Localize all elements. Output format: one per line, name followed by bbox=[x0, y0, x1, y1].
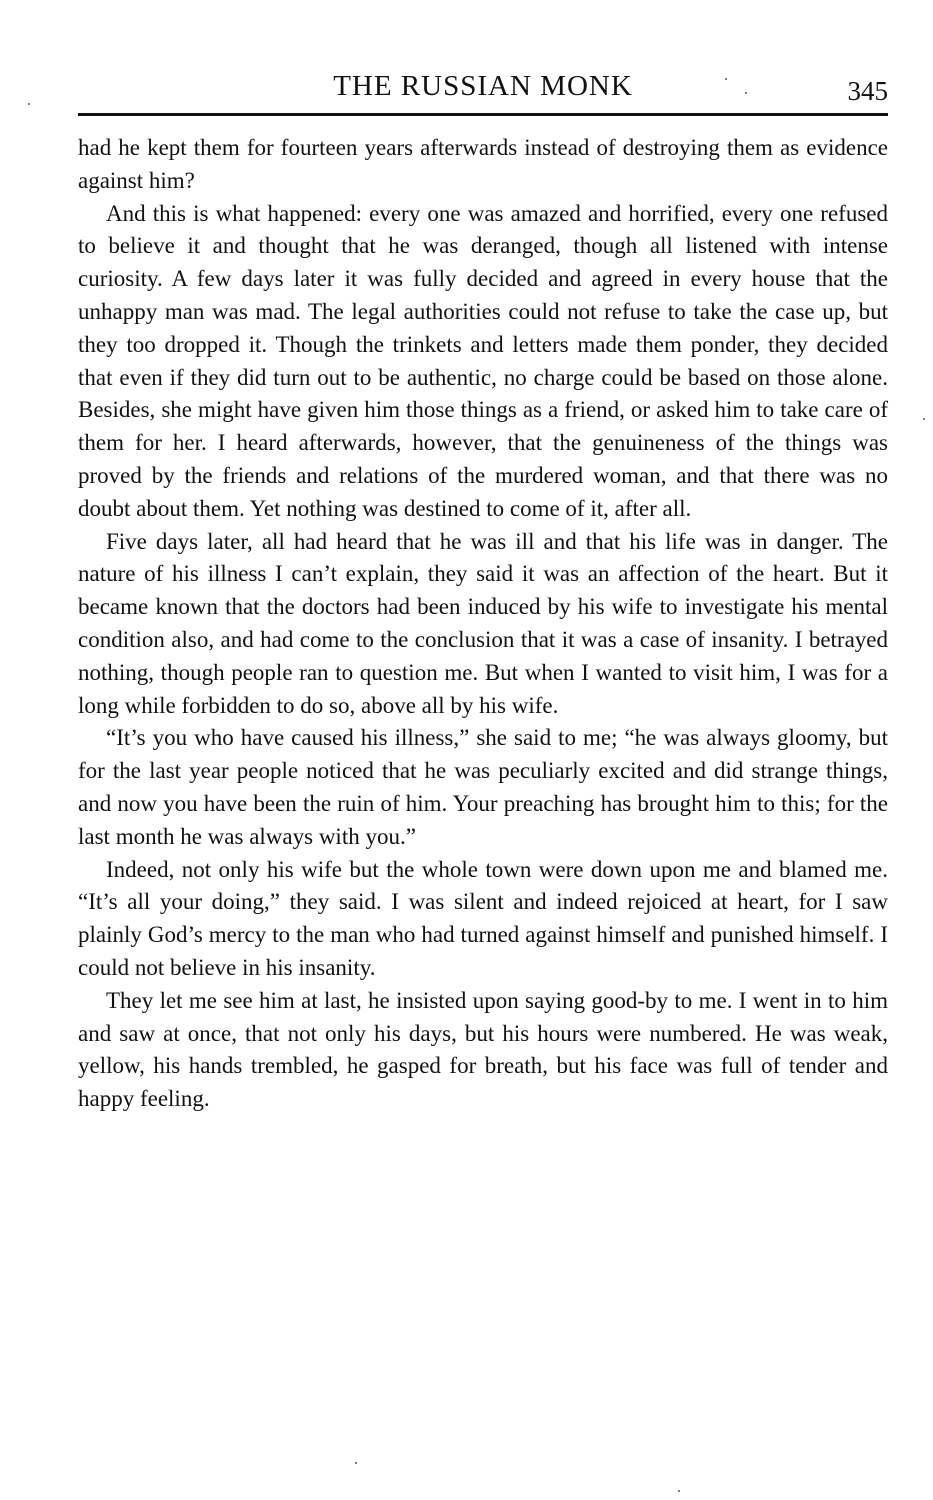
paragraph: And this is what happened: every one was amazed and horrified, every one refused to believe it and thought that he was deranged, though all listened with intense curiosity. A few days later it was fully decided and agreed in every house that the unhappy man was mad. The legal authorities could not refuse to take the case up, but they too dropped it. Though the trinkets and letters made them ponder, they decided that even if they did turn out to be authentic, no charge could be based on those alone. Besides, she might have given him those things as a friend, or asked him to take care of them for her. I heard afterwards, however, that the genuineness of the things was proved by the friends and relations of the murdered woman, and that there was no doubt about them. Yet nothing was destined to come of it, after all. bbox=[78, 200, 888, 521]
paragraph-continued: had he kept them for fourteen years afterwards instead of destroying them as evidence against him? bbox=[78, 135, 888, 193]
scan-speck bbox=[923, 418, 925, 420]
paragraph: They let me see him at last, he insisted upon saying good-by to me. I went in to him and saw at once, that not only his days, but his hours were numbered. He was weak, yellow, his hands trembled, he gasped for breath, but his face was full of tender and happy feeling. bbox=[78, 987, 888, 1112]
paragraph: Indeed, not only his wife but the whole town were down upon me and blamed me. “It’s all your doing,” they said. I was silent and indeed rejoiced at heart, for I saw plainly God’s mercy to the man who had turned against himself and punished himself. I could not believe in his insanity. bbox=[78, 856, 888, 980]
body-text bbox=[78, 132, 888, 1116]
scan-speck bbox=[678, 1490, 680, 1492]
scan-speck bbox=[745, 92, 747, 94]
paragraph: Five days later, all had heard that he was ill and that his life was in danger. The nature of his illness I can’t explain, they said it was an affection of the heart. But it became known that the doctors had been induced by his wife to investigate his mental condition also, and had come to the conclusion that it was a case of insanity. I betrayed nothing, though people ran to question me. But when I wanted to visit him, I was for a long while forbidden to do so, above all by his wife. bbox=[78, 528, 888, 718]
header-rule bbox=[78, 113, 888, 116]
scan-speck bbox=[28, 103, 30, 105]
paragraph: “It’s you who have caused his illness,” she said to me; “he was always gloomy, but for the last year people noticed that he was peculiarly excited and did strange things, and now you have been the ruin of him. Your preaching has brought him to this; for the last month he was always with you.” bbox=[78, 725, 888, 849]
running-title: THE RUSSIAN MONK bbox=[333, 70, 633, 102]
scan-speck bbox=[355, 1462, 357, 1464]
running-head bbox=[78, 68, 888, 108]
scan-speck bbox=[725, 78, 727, 80]
page-number: 345 bbox=[847, 76, 888, 106]
